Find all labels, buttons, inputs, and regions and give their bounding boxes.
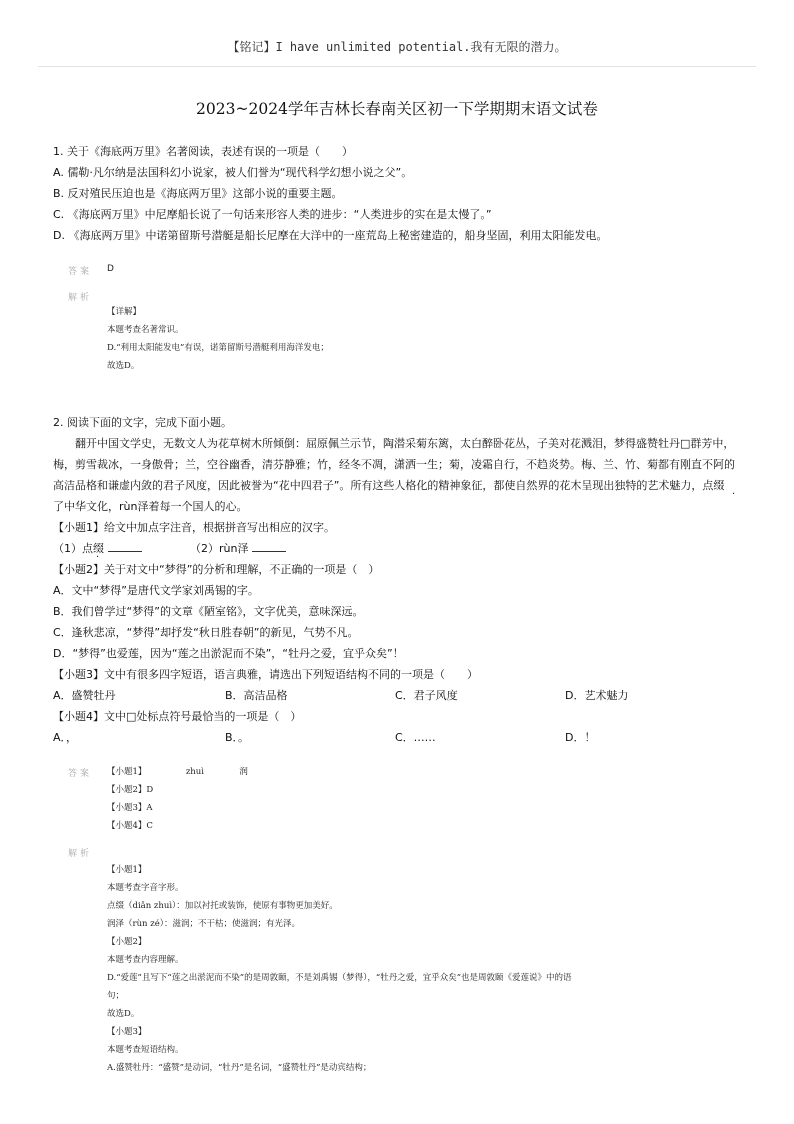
answer-1-label: 【小题1】: [107, 767, 147, 777]
sub1-blank-label: （1）点缀: [53, 542, 104, 555]
q2-analysis-line: 故选D。: [107, 1009, 140, 1019]
q1-answer-label: 答案: [68, 267, 93, 277]
answer-1-pinyin: zhuì: [185, 767, 204, 777]
q1-stem: 1. 关于《海底两万里》名著阅读，表述有误的一项是（ ）: [53, 145, 353, 158]
q2-analysis-line: 本题考查短语结构。: [107, 1045, 184, 1055]
q1-option-a: A. 儒勒·凡尔纳是法国科幻小说家，被人们誉为“现代科学幻想小说之父”。: [53, 166, 413, 179]
q2-answer-label: 答案: [68, 769, 93, 779]
q1-answer: D: [107, 264, 114, 274]
q2-sub2-option-c: C．逢秋悲凉，“梦得”却抒发“秋日胜春朝”的新见，气势不凡。: [53, 626, 359, 639]
q2-passage-line: 了中华文化，rùn泽着每一个国人的心。: [53, 500, 248, 513]
q2-passage-line: 翻开中国文学史，无数文人为花草树木所倾倒：屈原佩兰示节，陶潜采菊东篱，太白醉卧花丛，子美对花溅泪，梦得盛赞牡丹□群芳中，: [75, 437, 735, 450]
q1-analysis-line: 本题考查名著常识。: [107, 325, 184, 335]
header-divider: [38, 66, 756, 67]
q2-answer-1: [107, 766, 248, 778]
q2-passage-line: 高洁品格和谦虚内敛的君子风度，因此被誉为“花中四君子”。所有这些人格化的精神象征，都使自然界的花木呈现出独特的艺术魅力，点缀: [53, 479, 725, 492]
q2-sub3-option-c: C．君子风度: [395, 689, 458, 702]
q1-option-d: D. 《海底两万里》中诺第留斯号潜艇是船长尼摩在大洋中的一座荒岛上秘密建造的，船身坚固，利用太阳能发电。: [53, 229, 608, 242]
q2-analysis-line: 【小题1】: [107, 865, 147, 875]
q2-analysis-line: D.“爱莲”且写下“莲之出淤泥而不染”的是周敦颐，不是刘禹锡（梦得），“牡丹之爱，宜乎众矣”也是周敦颐《爱莲说》中的语: [107, 973, 572, 983]
q2-sub3-option-d: D．艺术魅力: [565, 689, 629, 702]
q2-sub2: 【小题2】关于对文中“梦得”的分析和理解，不正确的一项是（ ）: [53, 563, 380, 576]
q2-analysis-line: 【小题3】: [107, 1027, 147, 1037]
q2-sub3-option-b: B．高洁品格: [225, 689, 288, 702]
q1-analysis-label: 解析: [68, 293, 93, 303]
answer-blank: [252, 542, 286, 552]
emphasis-dot: ·: [96, 552, 100, 563]
q1-analysis-line: D.“利用太阳能发电”有误，诺第留斯号潜艇利用海洋发电；: [107, 343, 329, 353]
page-title: 2023~2024学年吉林长春南关区初一下学期期末语文试卷: [196, 100, 598, 118]
header-motto: 【铭记】I have unlimited potential.我有无限的潜力。: [227, 40, 567, 54]
q2-analysis-line: 【小题2】: [107, 937, 147, 947]
q2-sub4-option-a: A．，: [53, 731, 78, 744]
q2-analysis-label: 解析: [68, 849, 93, 859]
q2-sub3: 【小题3】文中有很多四字短语，语言典雅，请选出下列短语结构不同的一项是（ ）: [53, 668, 478, 681]
q2-sub4-option-c: C．……: [395, 731, 436, 744]
q2-answer-4: 【小题4】C: [107, 821, 153, 831]
q2-analysis-line: 本题考查字音字形。: [107, 883, 184, 893]
sub1-blank-label: （2）rùn泽: [190, 542, 249, 555]
q2-sub4: 【小题4】文中□处标点符号最恰当的一项是（ ）: [53, 710, 302, 723]
q2-analysis-line: 点缀（diǎn zhuì）：加以衬托或装饰，使原有事物更加美好。: [107, 901, 338, 911]
q2-answer-3: 【小题3】A: [107, 803, 153, 813]
q2-sub4-option-d: D．！: [565, 731, 596, 744]
q2-stem: 2. 阅读下面的文字，完成下面小题。: [53, 416, 232, 429]
answer-1-char: 润: [239, 767, 248, 777]
q1-analysis-line: 【详解】: [107, 307, 142, 317]
q2-answer-2: 【小题2】D: [107, 785, 154, 795]
q2-sub2-option-d: D．“梦得”也爱莲，因为“莲之出淤泥而不染”，“牡丹之爱，宜乎众矣”！: [53, 647, 404, 660]
q2-analysis-line: A.盛赞牡丹：“盛赞”是动词，“牡丹”是名词，“盛赞牡丹”是动宾结构；: [107, 1063, 372, 1073]
q2-sub3-option-a: A．盛赞牡丹: [53, 689, 116, 702]
q2-analysis-line: 本题考查内容理解。: [107, 955, 184, 965]
q2-analysis-line: 句；: [107, 991, 125, 1001]
q2-passage-line: 梅，剪雪裁冰，一身傲骨；兰，空谷幽香，清芬静雅；竹，经冬不凋，潇洒一生；菊，凌霜自行，不趋炎势。梅、兰、竹、菊都有刚直不阿的: [53, 458, 735, 471]
q1-option-c: C. 《海底两万里》中尼摩船长说了一句话来形容人类的进步：“人类进步的实在是太慢了。”: [53, 208, 492, 221]
q1-option-b: B. 反对殖民压迫也是《海底两万里》这部小说的重要主题。: [53, 187, 343, 200]
answer-blank: [108, 542, 142, 552]
q1-analysis-line: 故选D。: [107, 361, 140, 371]
emphasis-dot: ·: [732, 489, 736, 500]
q2-sub4-option-b: B．。: [225, 731, 250, 744]
q2-sub1-blank-b: [190, 542, 286, 556]
q2-sub2-option-b: B．我们曾学过“梦得”的文章《陋室铭》，文字优美，意味深远。: [53, 605, 364, 618]
q2-sub2-option-a: A．文中“梦得”是唐代文学家刘禹锡的字。: [53, 584, 259, 597]
q2-sub1: 【小题1】给文中加点字注音，根据拼音写出相应的汉字。: [53, 521, 335, 534]
q2-analysis-line: 润泽（rùn zé）：滋润；不干枯；使滋润；有光泽。: [107, 919, 300, 929]
